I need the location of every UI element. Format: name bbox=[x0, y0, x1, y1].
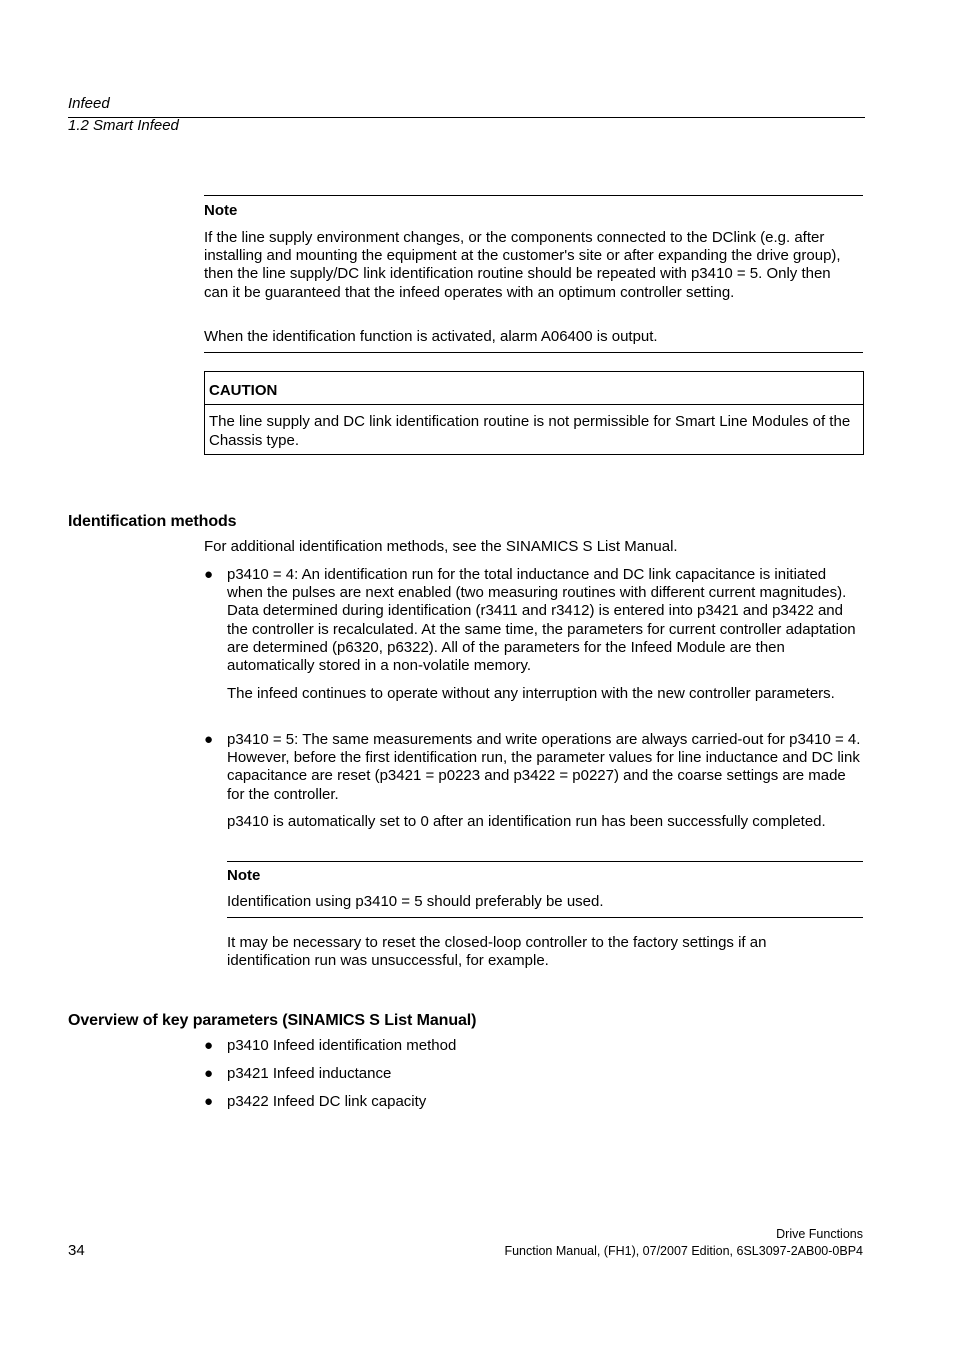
inner-note-bottom-rule bbox=[227, 917, 863, 918]
note-paragraph-alarm: When the identification function is activated, alarm A06400 is output. bbox=[204, 328, 658, 345]
section-heading-overview: Overview of key parameters (SINAMICS S List Manual) bbox=[68, 1012, 477, 1029]
caution-title: CAUTION bbox=[209, 382, 278, 399]
note-top-rule bbox=[204, 195, 863, 196]
note-bottom-rule bbox=[204, 352, 863, 353]
note-title: Note bbox=[204, 202, 238, 219]
inner-note-text: Identification using p3410 = 5 should preferably be used. bbox=[227, 893, 604, 910]
list-item-p3410-5: p3410 = 5: The same measurements and write operations are always carried-out for p3410 = 4. However, before the first identification run, the parameter values for line inductance and DC link capacitance are reset (p3421 = p0223 and p3422 = p0227) and the coarse settings are made for the controller. bbox=[227, 731, 861, 803]
bullet-icon: ● bbox=[204, 1093, 214, 1110]
bullet-icon: ● bbox=[204, 731, 214, 748]
header-chapter: Infeed bbox=[68, 95, 110, 112]
caution-text: The line supply and DC link identification routine is not permissible for Smart Line Modules of the Chassis type. bbox=[209, 413, 851, 449]
list-item-p3410: p3410 Infeed identification method bbox=[227, 1037, 457, 1054]
identification-closing: It may be necessary to reset the closed-loop controller to the factory settings if an identification run was unsuccessful, for example. bbox=[227, 934, 767, 970]
list-item-p3410-4: p3410 = 4: An identification run for the total inductance and DC link capacitance is initiated when the pulses are next enabled (two measuring routines with different current magnitudes). Data determined during identification (r3411 and r3412) is entered into p3421 and p3422 and the controller is recalculated. At the same time, the parameters for current controller adaptation are determined (p6320, p6322). All of the parameters for the Infeed Module are then automatically stored in a non-volatile memory. bbox=[227, 566, 856, 675]
bullet-icon: ● bbox=[204, 566, 214, 583]
identification-intro: For additional identification methods, see the SINAMICS S List Manual. bbox=[204, 538, 678, 555]
footer-title: Drive Functions bbox=[776, 1227, 863, 1241]
inner-note-top-rule bbox=[227, 861, 863, 862]
list-item-followup: p3410 is automatically set to 0 after an identification run has been successfully completed. bbox=[227, 813, 826, 830]
section-heading-identification: Identification methods bbox=[68, 513, 237, 530]
list-item-p3422: p3422 Infeed DC link capacity bbox=[227, 1093, 427, 1110]
header-section: 1.2 Smart Infeed bbox=[68, 117, 179, 134]
caution-divider bbox=[204, 404, 863, 405]
footer-edition: Function Manual, (FH1), 07/2007 Edition, 6SL3097-2AB00-0BP4 bbox=[504, 1244, 863, 1258]
inner-note-title: Note bbox=[227, 867, 261, 884]
list-item-p3421: p3421 Infeed inductance bbox=[227, 1065, 392, 1082]
header-rule bbox=[68, 117, 865, 118]
bullet-icon: ● bbox=[204, 1037, 214, 1054]
list-item-followup: The infeed continues to operate without any interruption with the new controller parameters. bbox=[227, 685, 835, 702]
page-number: 34 bbox=[68, 1242, 85, 1259]
note-paragraph: If the line supply environment changes, or the components connected to the DClink (e.g. after installing and mounting the equipment at the customer's site or after expanding the drive group), then the line supply/DC link identification routine should be repeated with p3410 = 5. Only then can it be guaranteed that the infeed operates with an optimum controller setting. bbox=[204, 229, 841, 301]
bullet-icon: ● bbox=[204, 1065, 214, 1082]
